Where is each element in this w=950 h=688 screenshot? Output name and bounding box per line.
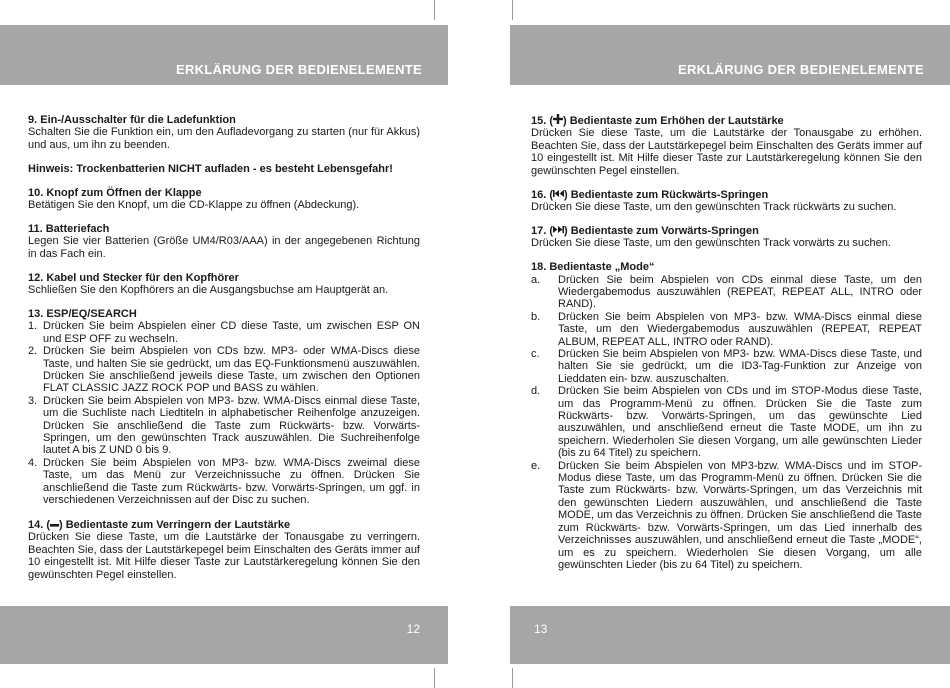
section-16 (531, 189, 922, 214)
section-heading: 15. ( ) Bedientaste zum Erhöhen der Lautstärke (531, 115, 784, 127)
header-band-right (510, 25, 950, 85)
section-14 (28, 518, 420, 581)
section-heading: 17. ( ) Bedientaste zum Vorwärts-Springen (531, 224, 759, 237)
section-heading: 12. Kabel und Stecker für den Kopfhörer (28, 271, 239, 284)
section-text: Drücken Sie diese Taste, um den gewünschten Track rückwärts zu suchen. (531, 200, 897, 213)
section-10 (28, 187, 420, 212)
list-item: a. Drücken Sie beim Abspielen von CDs einmal diese Taste, um den Wiedergabemodus auszuwählen (REPEAT, REPEAT ALL, INTRO oder RAND). (531, 273, 922, 311)
footer-band-left (0, 606, 448, 664)
list-item: 2. Drücken Sie beim Abspielen von CDs bzw. MP3- oder WMA-Discs diese Taste, und halten Sie sie gedrückt, um das EQ-Funktionsmenü auszuwählen. Drücken Sie anschließend jeweils diese Taste, um zwischen den Optionen FLAT CLASSIC JAZZ ROCK POP und BASS zu wählen. (28, 345, 420, 395)
section-text: Drücken Sie diese Taste, um die Lautstärke der Tonausgabe zu verringern. Beachten Sie, dass der Lautstärkepegel beim Einschalten des Geräts immer auf 10 eingestellt ist. Mit Hilfe dieser Taste zur Lautstärkeregelung können Sie den gewünschten Pegel einstellen. (28, 531, 420, 581)
header-band-left (0, 25, 448, 85)
right-page-content (531, 114, 922, 583)
section-heading: 10. Knopf zum Öffnen der Klappe (28, 186, 202, 199)
section-18 (531, 261, 922, 571)
list-item: 4. Drücken Sie beim Abspielen von MP3- bzw. WMA-Discs zweimal diese Taste, um das Menü zur Verzeichnissuche zu öffnen. Drücken Sie anschließend die Taste zum Rückwärts- bzw. Vorwärts-Springen, um ggf. in verschiedenen Verzeichnissen auf der Disc zu suchen. (28, 456, 420, 507)
section-9 (28, 114, 420, 151)
list-item: e. Drücken Sie beim Abspielen von MP3-bzw. WMA-Discs und im STOP-Modus diese Taste, um das Programm-Menü zu öffnen. Drücken Sie die Taste zum Rückwärts- bzw. Vorwärts-Springen, um das Verzeichnis mit den gewünschten Liedern auszuwählen, und anschließend die Taste MODE, um das Verzeichnis zu öffnen. Drücken Sie anschließend die Taste zum Rückwärts- bzw. Vorwärts-Springen, um das Lied innerhalb des Verzeichnisses auszuwählen, und anschließend erneut die Taste „MODE“, um es zu speichern. Wiederholen Sie diesen Vorgang, um alle gewünschten Lieder (bis zu 64 Titel) zu speichern. (531, 459, 923, 571)
crop-mark (512, 668, 513, 688)
skip-forward-icon (553, 225, 564, 237)
section-17 (531, 225, 922, 250)
numbered-list (28, 320, 420, 506)
warning-note: Hinweis: Trockenbatterien NICHT aufladen - es besteht Lebensgefahr! (28, 162, 393, 175)
section-text: Betätigen Sie den Knopf, um die CD-Klappe zu öffnen (Abdeckung). (28, 199, 360, 212)
section-heading: 13. ESP/EQ/SEARCH (28, 307, 137, 320)
section-13 (28, 308, 420, 507)
section-11 (28, 223, 420, 260)
list-item: d. Drücken Sie beim Abspielen von CDs und im STOP-Modus diese Taste, um das Programm-Menü zu öffnen. Drücken Sie die Taste zum Rückwärts- bzw. Vorwärts-Springen, um das gewünschte Lied auszuwählen, und anschließend erneut die Taste MODE, um ihn zu speichern. Wiederholen Sie diesen Vorgang, um alle gewünschten Lieder (bis zu 64 Titel) zu speichern. (531, 385, 922, 460)
section-text: Drücken Sie diese Taste, um die Lautstärke der Tonausgabe zu erhöhen. Beachten Sie, dass der Lautstärkepegel beim Einschalten des Geräts immer auf 10 eingestellt ist. Mit Hilfe dieser Taste zur Lautstärkeregelung können Sie den gewünschten Pegel einstellen. (531, 127, 922, 177)
list-item: c. Drücken Sie beim Abspielen von MP3- bzw. WMA-Discs diese Taste, und halten Sie sie gedrückt, um die ID3-Tag-Funktion zur Anzeige von Lieddaten ein- bzw. auszuschalten. (531, 348, 922, 385)
list-item: 1. Drücken Sie beim Abspielen einer CD diese Taste, um zwischen ESP ON und ESP OFF zu wechseln. (28, 320, 420, 345)
page-number-left: 12 (406, 622, 420, 636)
skip-back-icon (553, 189, 564, 201)
section-text: Drücken Sie diese Taste, um den gewünschten Track vorwärts zu suchen. (531, 237, 891, 250)
section-text: Schalten Sie die Funktion ein, um den Aufladevorgang zu starten (nur für Akkus) und aus, um ihn zu beenden. (28, 126, 420, 151)
section-heading: 16. ( ) Bedientaste zum Rückwärts-Springen (531, 188, 769, 201)
left-page-content (28, 114, 420, 593)
footer-band-right (510, 606, 950, 664)
list-item: 3. Drücken Sie beim Abspielen von MP3- bzw. WMA-Discs einmal diese Taste, um die Suchliste nach Liedtiteln in alphabetischer Reihenfolge anzuzeigen. Drücken Sie anschließend die Taste zum Rückwärts- bzw. Vorwärts-Springen, um den gewünschten Track auszuwählen. Die Suchreihenfolge lautet A bis Z UND 0 bis 9. (28, 394, 420, 457)
section-heading: 14. ( ) Bedientaste zum Verringern der Lautstärke (28, 518, 291, 531)
section-heading: 9. Ein-/Ausschalter für die Ladefunktion (28, 114, 236, 126)
section-text: Schließen Sie den Kopfhörers an die Ausgangsbuchse am Hauptgerät an. (28, 284, 389, 297)
crop-mark (434, 668, 435, 688)
page-title-right: ERKLÄRUNG DER BEDIENELEMENTE (677, 62, 924, 77)
page-title-left: ERKLÄRUNG DER BEDIENELEMENTE (175, 62, 422, 77)
section-text: Legen Sie vier Batterien (Größe UM4/R03/AAA) in der angegebenen Richtung in das Fach ein. (28, 235, 420, 260)
crop-mark (434, 0, 435, 20)
list-item: b. Drücken Sie beim Abspielen von MP3- bzw. WMA-Discs einmal diese Taste, um den Wiedergabemodus auszuwählen (REPEAT, REPEAT ALBUM, REPEAT ALL, INTRO oder RAND). (531, 310, 922, 348)
section-15 (531, 114, 922, 177)
section-12 (28, 272, 420, 297)
minus-icon (50, 518, 59, 531)
section-heading: 18. Bedientaste „Mode“ (531, 261, 655, 274)
lettered-list (531, 274, 922, 572)
crop-mark (512, 0, 513, 20)
page-number-right: 13 (534, 622, 548, 636)
section-heading: 11. Batteriefach (28, 222, 110, 235)
plus-icon (553, 114, 563, 127)
